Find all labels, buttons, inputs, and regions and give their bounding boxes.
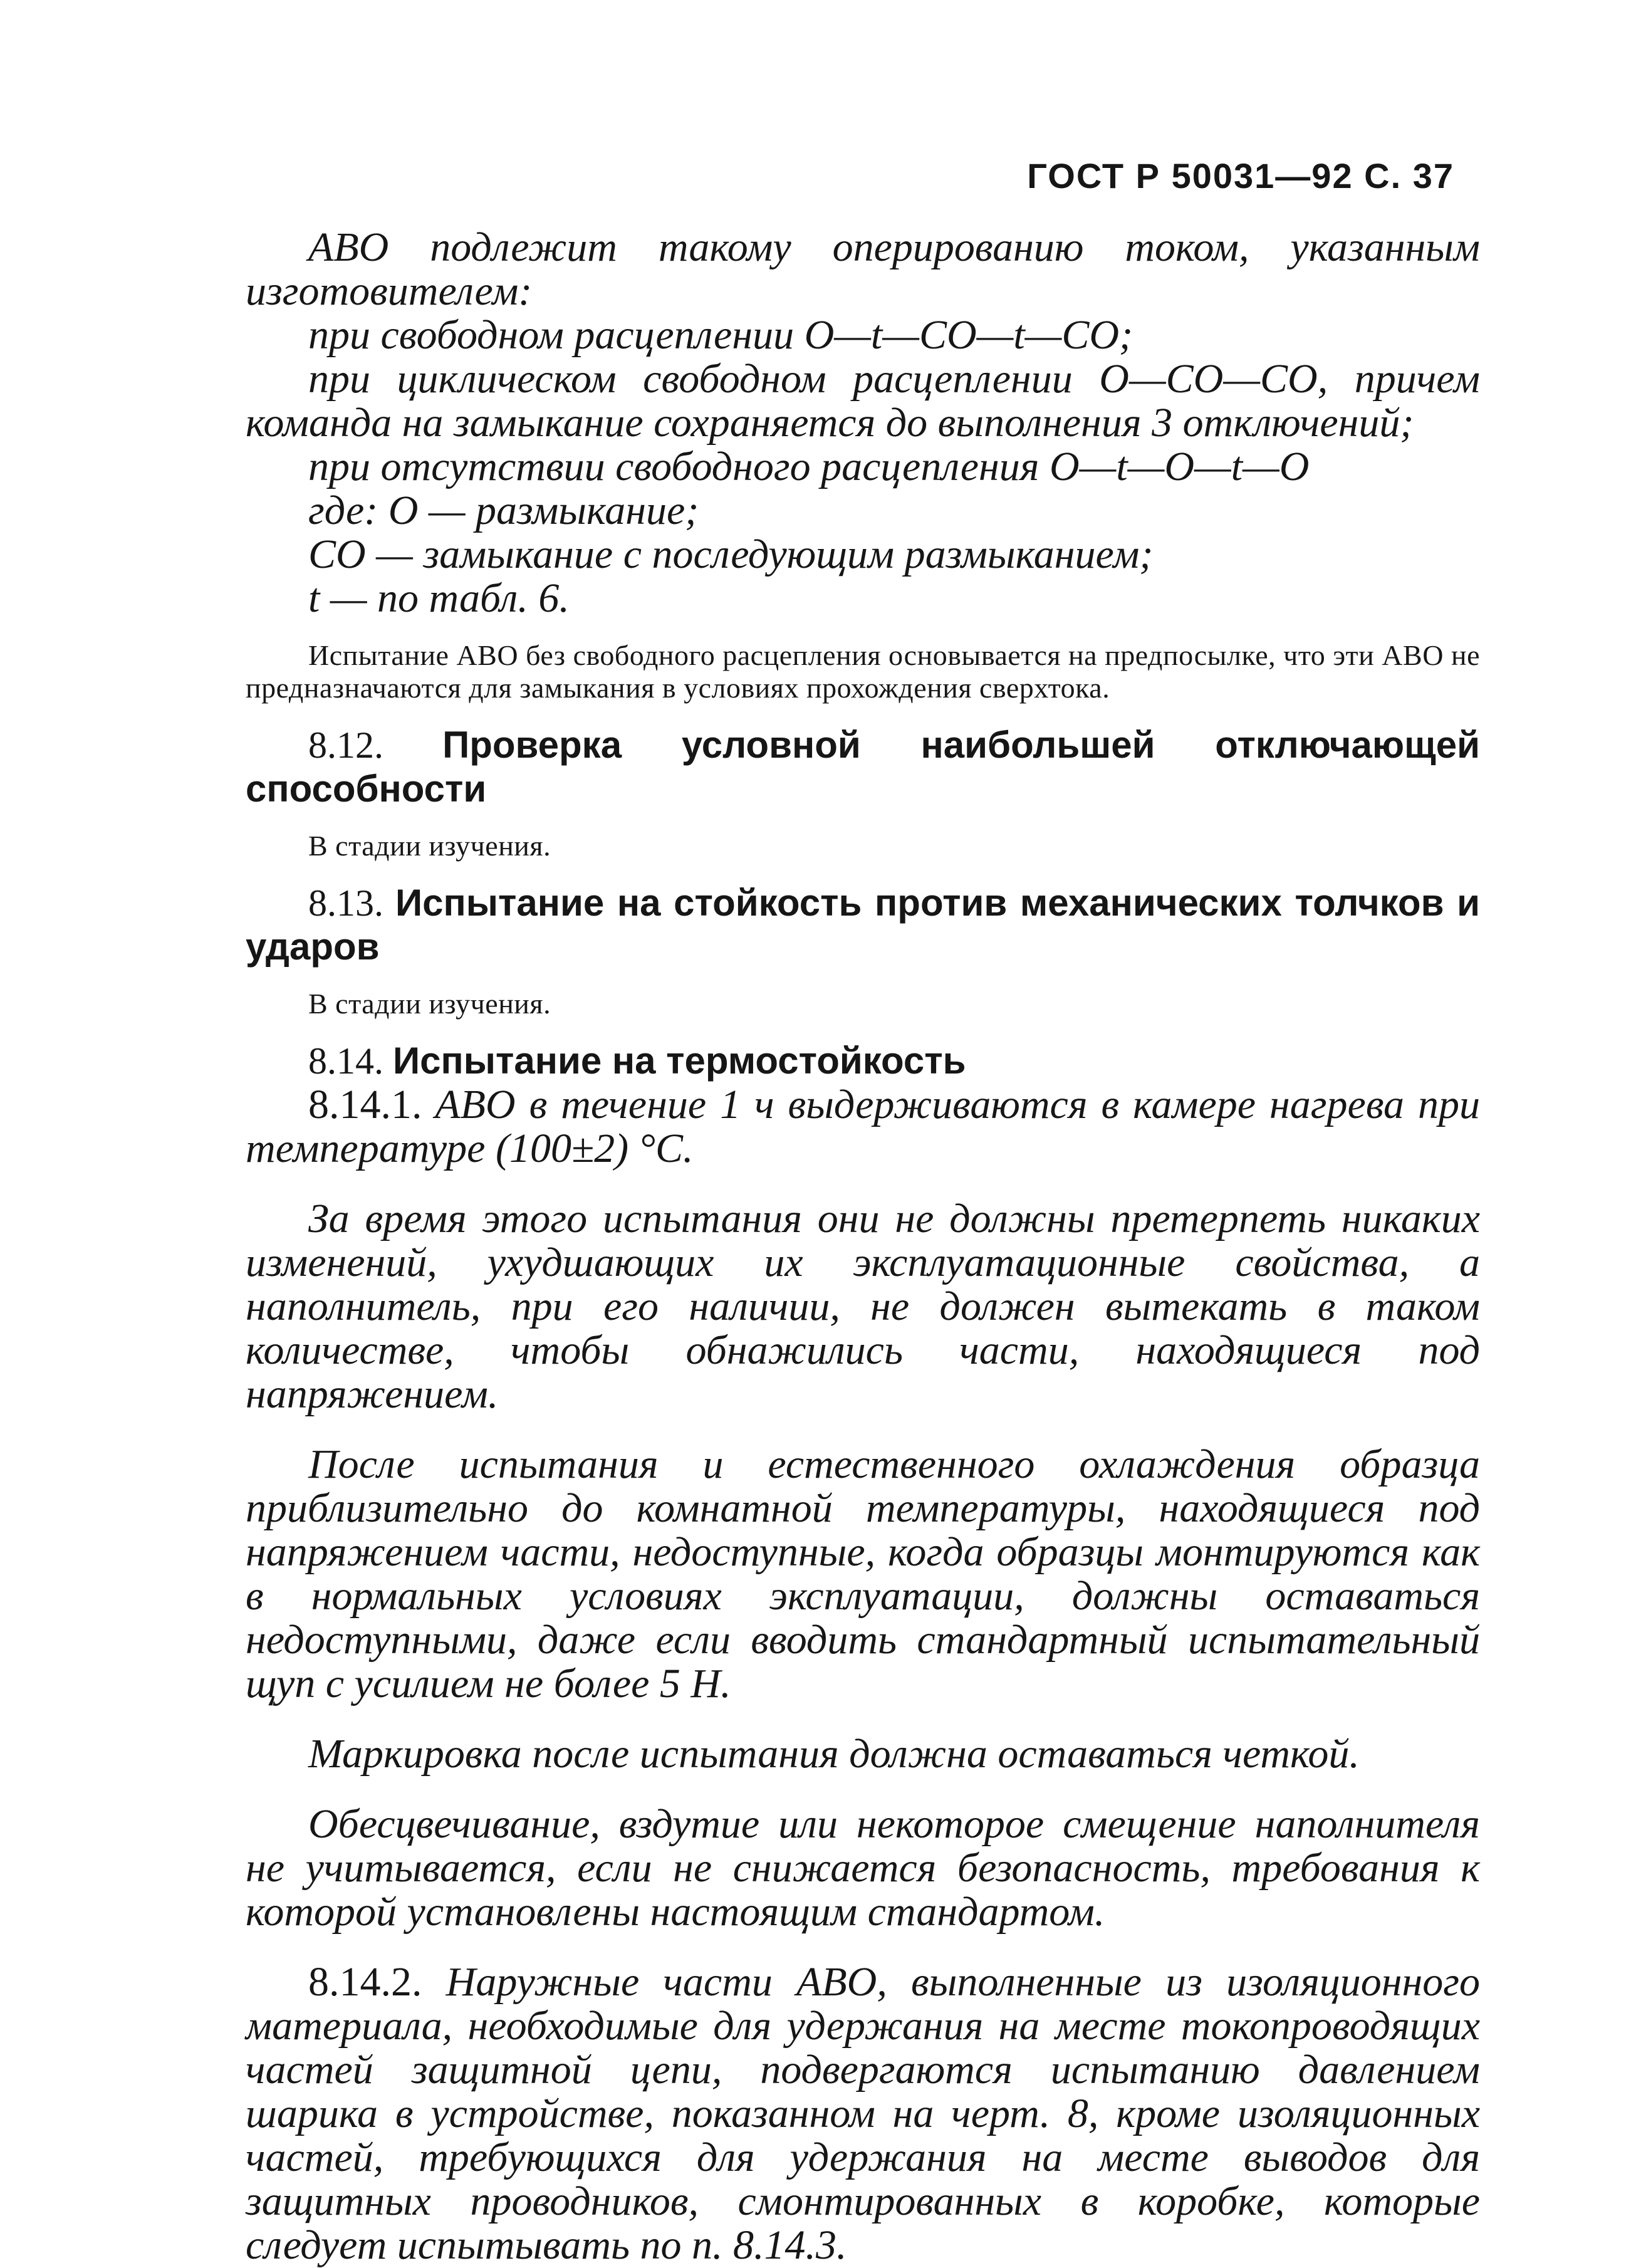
section-8-14-1-p2: После испытания и естественного охлаждения образца приблизительно до комнатной температуры, находящиеся под напряжением части, недоступные, когда образцы монтируются как в нормальных условиях эксплуатации, должны оставаться недоступными, даже если вводить стандартный испытательный щуп с усилием не более 5 Н. xyxy=(246,1441,1480,1706)
section-number: 8.12. xyxy=(308,724,383,766)
no-free-trip-line: при отсутствии свободного расцепления O—t—O—t—O xyxy=(308,444,1310,489)
section-8-14-1-lead xyxy=(246,1083,1480,1171)
section-number: 8.14.2. xyxy=(308,1959,422,2005)
legend-o: где: O — размыкание; xyxy=(308,488,699,533)
section-8-14-1-text: ABO в течение 1 ч выдерживаются в камере нагрева при температуре (100±2) °С. xyxy=(246,1082,1480,1171)
section-title: Проверка условной наибольшей отключающей способности xyxy=(246,724,1480,810)
section-title: Испытание на термостойкость xyxy=(393,1040,966,1082)
intro-paragraph: ABO подлежит такому оперированию током, указанным изготовителем: xyxy=(246,224,1480,314)
section-number: 8.13. xyxy=(308,882,383,924)
operating-sequence-block xyxy=(246,226,1480,620)
section-number: 8.14.1. xyxy=(308,1082,422,1127)
section-8-14-2-text: Наружные части ABO, выполненные из изоляционного материала, необходимые для удержания на месте токопроводящих частей защитной цепи, подвергаются испытанию давлением шарика в устройстве, показанном на черт. 8, кроме изоляционных частей, требующихся для удержания на месте выводов для защитных проводников, смонтированных в коробке, которые следует испытывать по п. 8.14.3. xyxy=(246,1959,1480,2268)
section-8-14-1-p4: Обесцвечивание, вздутие или некоторое смещение наполнителя не учитывается, если не снижается безопасность, требования к которой установлены настоящим стандартом. xyxy=(246,1801,1480,1935)
page-content xyxy=(246,226,1480,2267)
section-8-14-2 xyxy=(246,1960,1480,2267)
free-trip-line: при свободном расцеплении O—t—CO—t—CO; xyxy=(308,312,1133,358)
legend-co: CO — замыкание с последующим размыканием; xyxy=(308,531,1154,577)
legend-t: t — по табл. 6. xyxy=(308,575,570,621)
section-8-14-1 xyxy=(246,1083,1480,2267)
section-8-12-body: В стадии изучения. xyxy=(308,830,551,862)
section-8-14-heading xyxy=(246,1039,1480,1083)
section-8-13-body: В стадии изучения. xyxy=(308,988,551,1020)
page-header: ГОСТ Р 50031—92 С. 37 xyxy=(1027,156,1454,196)
note-paragraph: Испытание АВО без свободного расцепления основывается на предпосылке, что эти АВО не предназначаются для замыкания в условиях прохождения сверхтока. xyxy=(246,639,1480,704)
section-8-14-1-p3: Маркировка после испытания должна оставаться четкой. xyxy=(308,1731,1360,1777)
section-number: 8.14. xyxy=(308,1040,383,1082)
cyclic-trip-line: при циклическом свободном расцеплении O—CO—CO, причем команда на замыкание сохраняется до выполнения 3 отключений; xyxy=(246,356,1480,446)
section-8-13-heading xyxy=(246,881,1480,969)
section-title: Испытание на стойкость против механических толчков и ударов xyxy=(246,882,1481,968)
section-8-14-1-p1: За время этого испытания они не должны претерпеть никаких изменений, ухудшающих их эксплуатационные свойства, а наполнитель, при его наличии, не должен вытекать в таком количестве, чтобы обнажились части, находящиеся под напряжением. xyxy=(246,1196,1480,1417)
section-8-12-heading xyxy=(246,723,1480,811)
